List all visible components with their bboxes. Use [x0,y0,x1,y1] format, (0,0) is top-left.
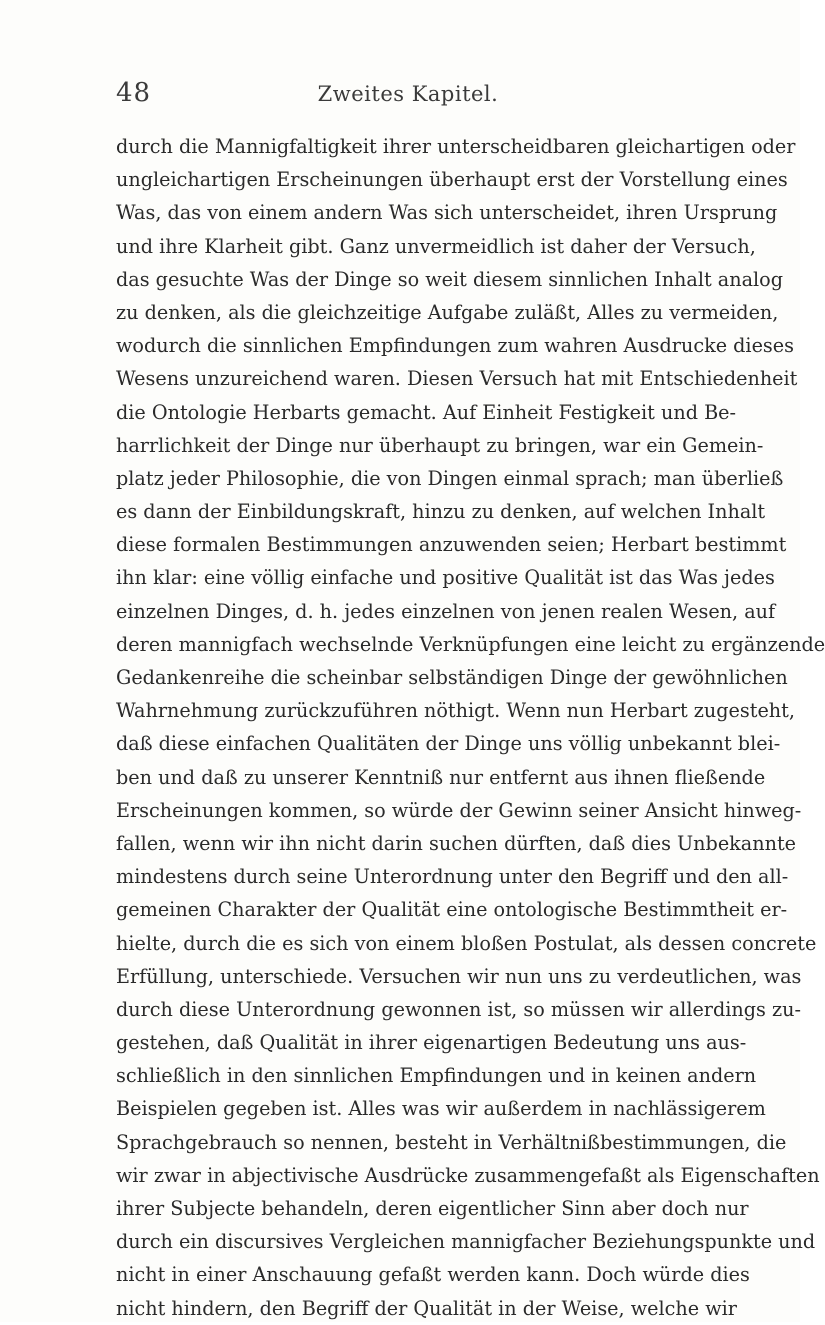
text-line: Beispielen gegeben ist. Alles was wir außerdem in nachlässigerem [116,1097,766,1121]
text-line: Was, das von einem andern Was sich unterscheidet, ihren Ursprung [116,201,778,225]
text-line: und ihre Klarheit gibt. Ganz unvermeidlich ist daher der Versuch, [116,234,756,258]
text-line: nicht in einer Anschauung gefaßt werden kann. Doch würde dies [116,1263,750,1287]
text-line: einzelnen Dinges, d. h. jedes einzelnen von jenen realen Wesen, auf [116,599,776,623]
text-line: durch diese Unterordnung gewonnen ist, so müssen wir allerdings zu- [116,997,801,1021]
page-header [116,78,700,118]
text-line: gestehen, daß Qualität in ihrer eigenartigen Bedeutung uns aus- [116,1031,747,1055]
text-line: es dann der Einbildungskraft, hinzu zu denken, auf welchen Inhalt [116,500,766,524]
page-number: 48 [116,78,152,108]
text-line: Erfüllung, unterschiede. Versuchen wir nun uns zu verdeutlichen, was [116,964,802,988]
text-line: das gesuchte Was der Dinge so weit diesem sinnlichen Inhalt analog [116,267,784,291]
text-line: daß diese einfachen Qualitäten der Dinge uns völlig unbekannt blei- [116,732,781,756]
text-line: schließlich in den sinnlichen Empfindungen und in keinen andern [116,1064,757,1088]
text-line: durch die Mannigfaltigkeit ihrer unterscheidbaren gleichartigen oder [116,135,796,158]
text-line: fallen, wenn wir ihn nicht darin suchen dürften, daß dies Unbekannte [116,831,797,855]
text-line: nicht hindern, den Begriff der Qualität in der Weise, welche wir [116,1296,737,1320]
text-line: platz jeder Philosophie, die von Dingen einmal sprach; man überließ [116,466,784,490]
text-line: Gedankenreihe die scheinbar selbständigen Dinge der gewöhnlichen [116,666,788,689]
text-line: durch ein discursives Vergleichen mannigfacher Beziehungspunkte und [116,1230,816,1254]
text-line: deren mannigfach wechselnde Verknüpfungen eine leicht zu ergänzende [116,632,825,656]
text-line: gemeinen Charakter der Qualität eine ontologische Bestimmtheit er- [116,898,788,922]
text-line: wodurch die sinnlichen Empfindungen zum wahren Ausdrucke dieses [116,334,794,358]
text-line: wir zwar in abjectivische Ausdrücke zusammengefaßt als Eigenschaften [116,1163,820,1187]
text-line: harrlichkeit der Dinge nur überhaupt zu bringen, war ein Gemein- [116,433,764,457]
running-head: Zweites Kapitel. [317,82,499,106]
text-line: die Ontologie Herbarts gemacht. Auf Einheit Festigkeit und Be- [116,400,737,424]
text-line: hielte, durch die es sich von einem bloßen Postulat, als dessen concrete [116,931,817,955]
text-line: ben und daß zu unserer Kenntniß nur entfernt aus ihnen fließende [116,765,766,789]
text-line: Wesens unzureichend waren. Diesen Versuch hat mit Entschiedenheit [116,367,798,391]
text-line: ihn klar: eine völlig einfache und positive Qualität ist das Was jedes [116,566,775,590]
text-line: Wahrnehmung zurückzuführen nöthigt. Wenn nun Herbart zugesteht, [116,699,795,723]
text-line: ihrer Subjecte behandeln, deren eigentlicher Sinn aber doch nur [116,1197,749,1220]
text-line: Sprachgebrauch so nennen, besteht in Verhältnißbestimmungen, die [116,1130,787,1154]
text-line: ungleichartigen Erscheinungen überhaupt erst der Vorstellung eines [116,168,788,192]
body-text [116,130,825,1325]
text-line: mindestens durch seine Unterordnung unter den Begriff und den all- [116,865,789,889]
text-line: zu denken, als die gleichzeitige Aufgabe zuläßt, Alles zu vermeiden, [116,300,779,324]
text-line: diese formalen Bestimmungen anzuwenden seien; Herbart bestimmt [116,533,787,557]
text-line: Erscheinungen kommen, so würde der Gewinn seiner Ansicht hinweg- [116,798,802,822]
